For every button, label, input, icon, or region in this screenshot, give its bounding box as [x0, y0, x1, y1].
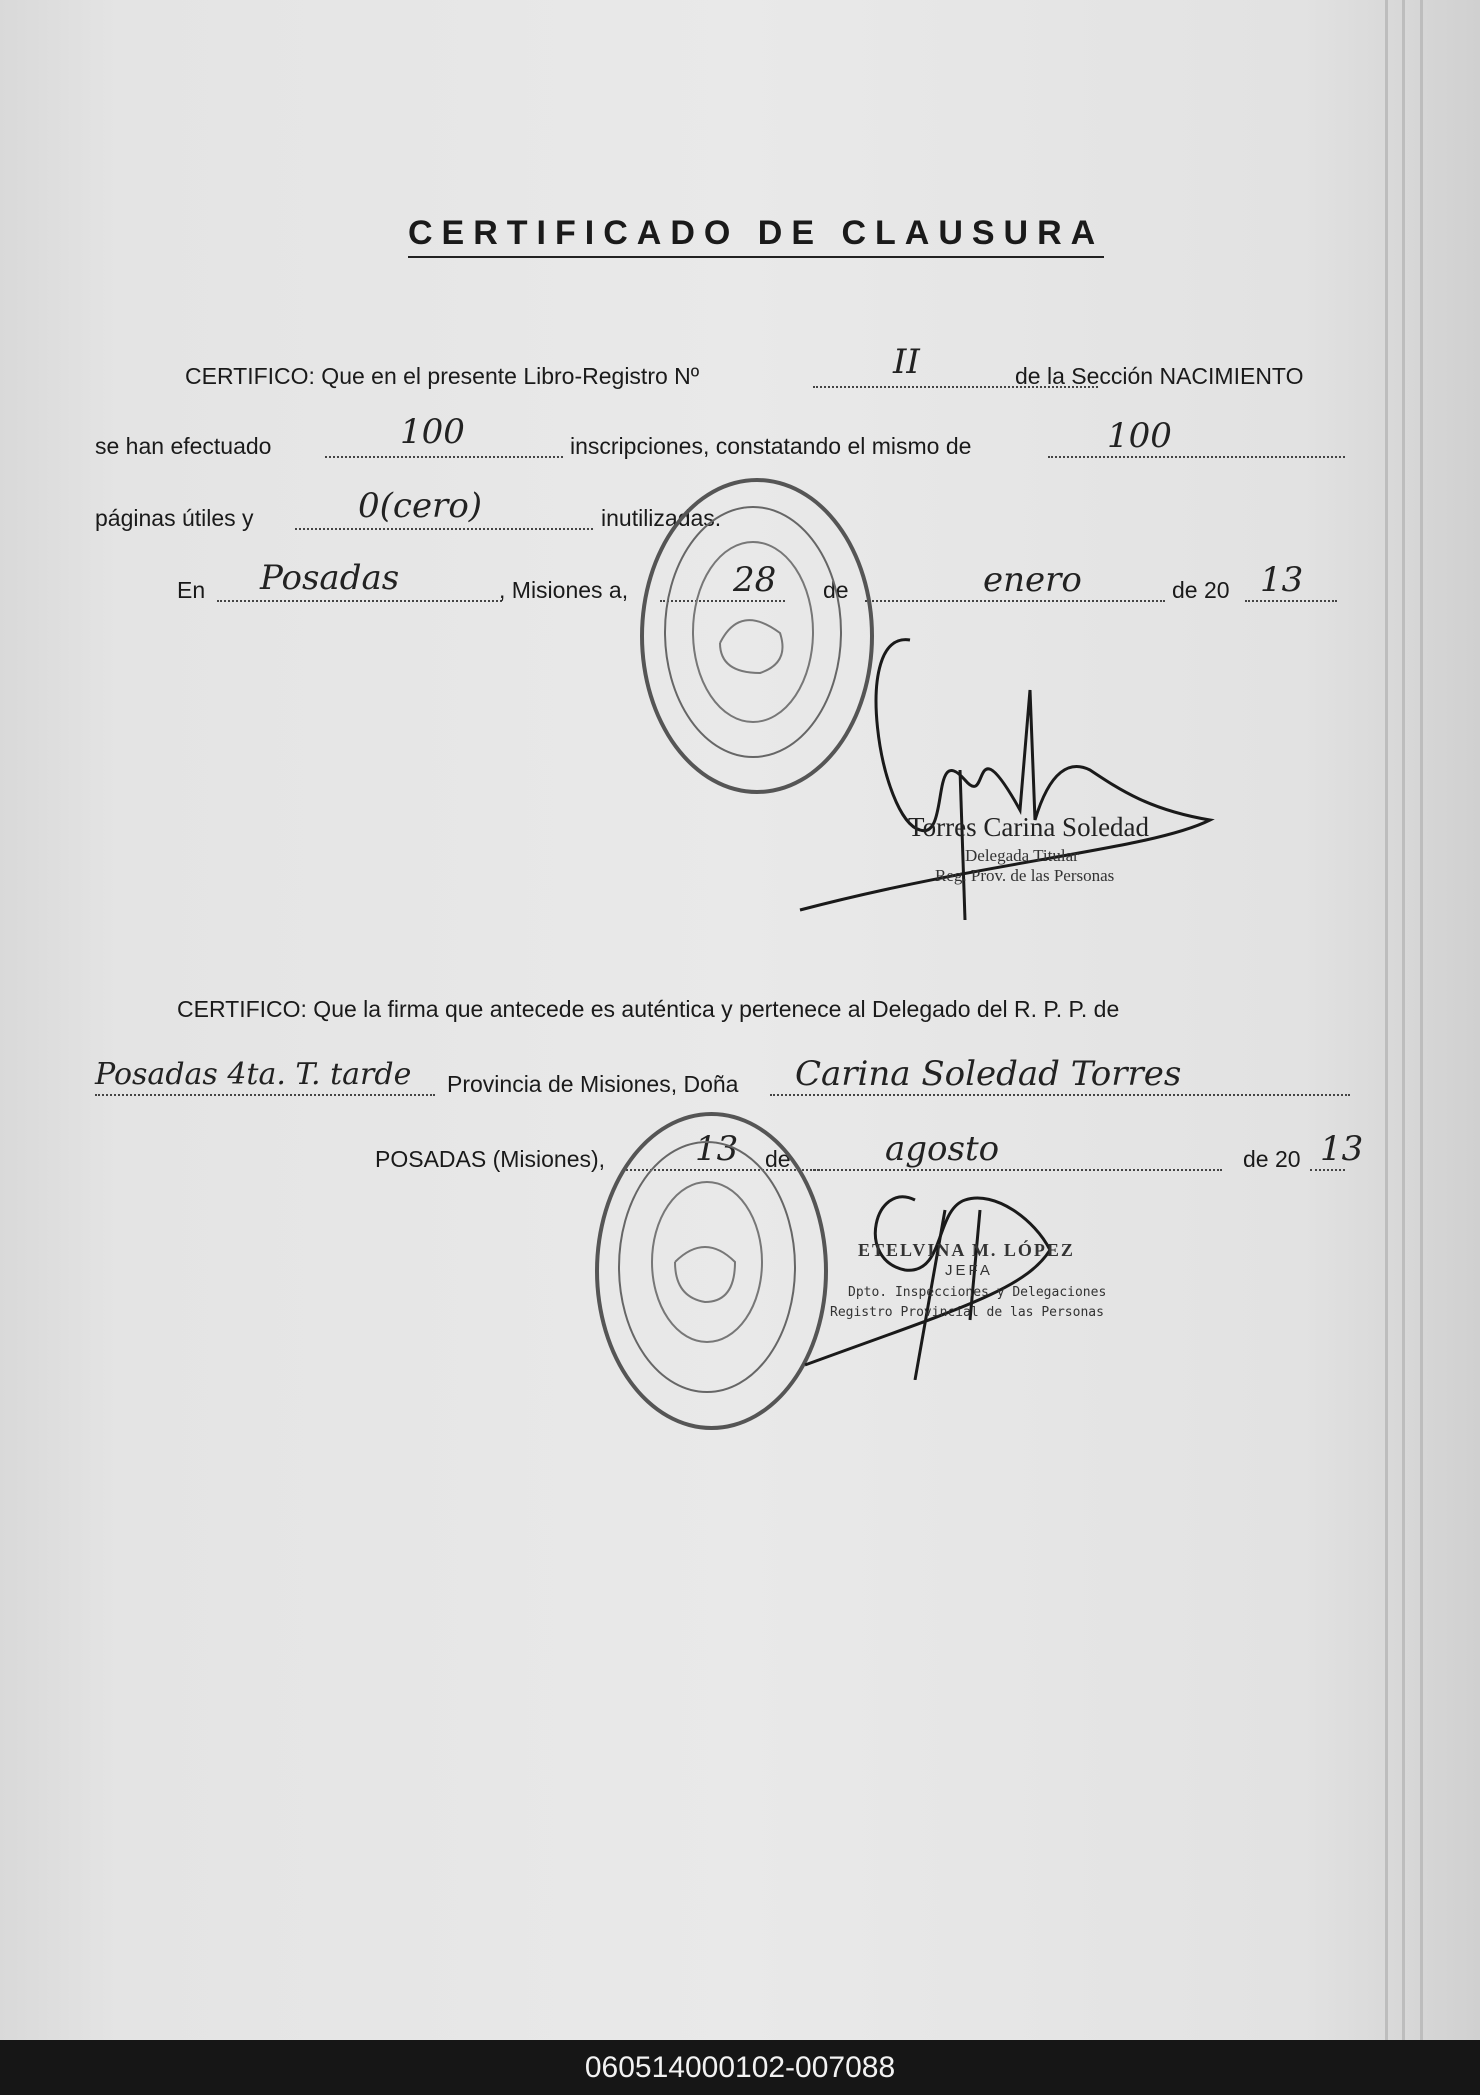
page-title: CERTIFICADO DE CLAUSURA [408, 214, 1104, 258]
certificate-line-1: CERTIFICO: Que en el presente Libro-Registro Nº II de la Sección NACIMIENTO [185, 342, 1304, 389]
signatory-office: Reg. Prov. de las Personas [935, 866, 1115, 885]
dotted-field [1310, 1169, 1345, 1171]
pages-handwritten: 100 [1107, 416, 1172, 456]
signatory-department: Dpto. Inspecciones y Delegaciones [848, 1285, 1107, 1300]
dotted-field [217, 600, 502, 602]
day-handwritten: 13 [695, 1129, 739, 1169]
dotted-field [770, 1094, 1350, 1096]
dotted-field [325, 456, 563, 458]
signature-scribble [795, 1180, 1095, 1380]
name-handwritten: Carina Soledad Torres [795, 1054, 1182, 1094]
inscriptions-handwritten: 100 [400, 412, 465, 452]
place-handwritten: Posadas [260, 558, 400, 598]
unused-pages-handwritten: 0(cero) [358, 486, 483, 526]
dotted-field [865, 600, 1165, 602]
month-handwritten: agosto [885, 1129, 1000, 1169]
dotted-field [295, 528, 593, 530]
certificate-line-7: POSADAS (Misiones), 13 de agosto de 20 13 [375, 1129, 1364, 1172]
document-code: 060514000102-007088 [0, 2040, 1480, 2095]
page-edge [1420, 0, 1423, 2040]
day-handwritten: 28 [733, 560, 777, 600]
signatory-name: ETELVINA M. LÓPEZ [858, 1240, 1075, 1260]
certificate-line-2: se han efectuado 100 inscripciones, constatando el mismo de 100 [95, 422, 1350, 466]
official-seal [595, 1112, 828, 1430]
certificate-line-5: CERTIFICO: Que la firma que antecede es auténtica y pertenece al Delegado del R. P. P. de [177, 996, 1120, 1022]
year-handwritten: 13 [1260, 560, 1304, 600]
dotted-field [95, 1094, 435, 1096]
month-handwritten: enero [983, 560, 1082, 600]
delegation-handwritten: Posadas 4ta. T. tarde [95, 1057, 412, 1092]
signatory-role: Delegada Titular [965, 846, 1079, 865]
dotted-field [1245, 600, 1337, 602]
dotted-field [810, 1169, 1222, 1171]
dotted-field [1048, 456, 1345, 458]
signatory-name: Torres Carina Soledad [908, 812, 1150, 842]
page-edge [1402, 0, 1405, 2040]
signatory-office: Registro Provincial de las Personas [830, 1305, 1104, 1320]
book-number-handwritten: II [893, 342, 920, 382]
year-handwritten: 13 [1320, 1129, 1364, 1169]
page-edge [1385, 0, 1388, 2040]
certificate-line-6: Posadas 4ta. T. tarde Provincia de Misiones, Doña Carina Soledad Torres [95, 1060, 1350, 1104]
certificate-line-3: páginas útiles y 0(cero) inutilizadas. [95, 486, 722, 531]
signatory-role: JEFA [945, 1262, 993, 1279]
certificate-line-4: En Posadas , Misiones a, 28 de enero de 20 13 [95, 566, 1350, 610]
